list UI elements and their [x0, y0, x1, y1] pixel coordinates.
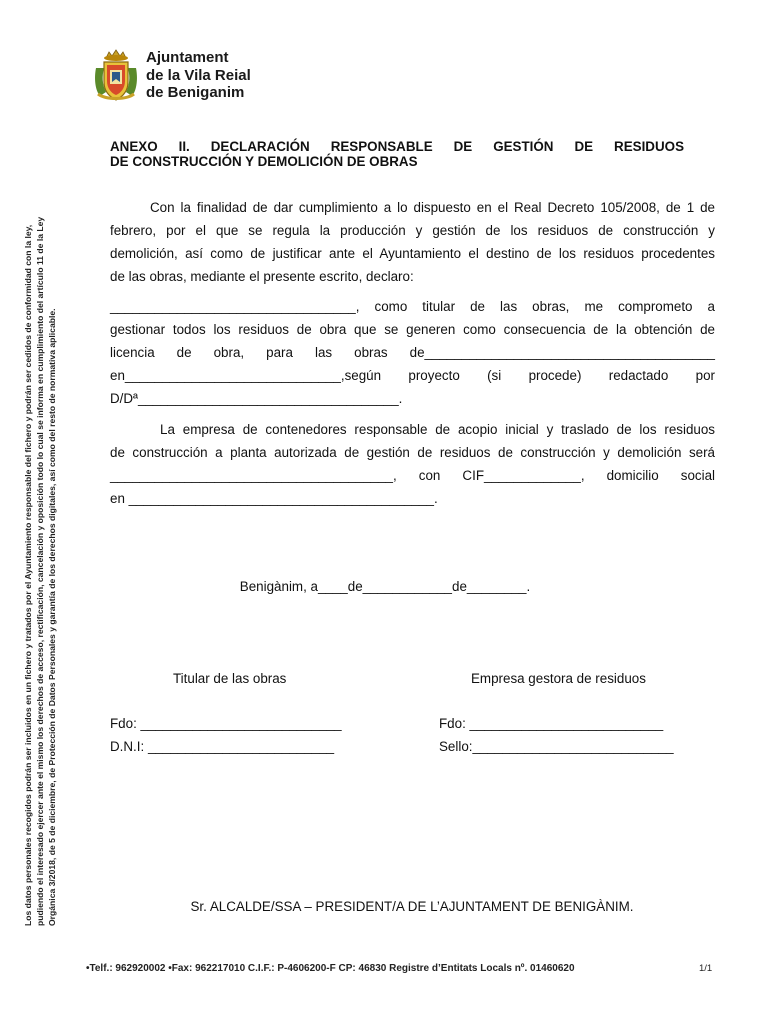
place-date-line: Benigànim, a____de____________de________. [239, 579, 531, 594]
org-line-1: Ajuntament [146, 49, 229, 66]
org-line-2: de la Vila Reial [146, 66, 251, 84]
paragraph-line: gestionar todos los residuos de obra que se generen como consecuencia de la obtención de [110, 322, 715, 337]
addressee: Sr. ALCALDE/SSA – PRESIDENT/A DE L’AJUNTAMENT DE BENIGÀNIM. [190, 899, 634, 914]
data-protection-notice [22, 120, 58, 926]
notice-line-1: Los datos personales recogidos podrán ser incluidos en un fichero y tratados por el Ayuntamiento responsable del fichero y podrán ser cedidos de conformidad con la ley, [23, 224, 33, 926]
title-line-2: DE CONSTRUCCIÓN Y DEMOLICIÓN DE OBRAS [110, 154, 418, 169]
paragraph-line: de construcción a planta autorizada de gestión de residuos de construcción y demolición será [110, 445, 715, 460]
paragraph-line: febrero, por el que se regula la producción y gestión de los residuos de construcción y [110, 223, 715, 238]
company-stamp-field: Sello:___________________________ [439, 739, 674, 754]
coat-of-arms-icon [92, 48, 140, 102]
paragraph-line: ______________________________________, con CIF_____________, domicilio social [110, 468, 715, 483]
paragraph-line: D/Dª___________________________________. [110, 391, 403, 406]
paragraph-line: demolición, así como de justificar ante el Ayuntamiento el destino de los residuos procedentes [110, 246, 715, 261]
paragraph-line: en _________________________________________. [110, 491, 438, 506]
paragraph-line: en_____________________________,según proyecto (si procede) redactado por [110, 368, 715, 383]
paragraph-line: Con la finalidad de dar cumplimiento a lo dispuesto en el Real Decreto 105/2008, de 1 de [150, 200, 715, 215]
title-line-1: ANEXO II. DECLARACIÓN RESPONSABLE DE GESTIÓN DE RESIDUOS [110, 139, 684, 154]
container-company-paragraph [110, 418, 715, 510]
notice-line-2: pudiendo el interesado ejercer ante el mismo los derechos de acceso, rectificación, cancelación y oposición todo lo cual se informa en cumplimiento del artículo 11 de la Ley [35, 216, 45, 926]
paragraph-line: La empresa de contenedores responsable de acopio inicial y traslado de los residuos [160, 422, 715, 437]
org-line-3: de Beniganim [146, 84, 245, 101]
commitment-paragraph [110, 295, 715, 410]
page-number: 1/1 [699, 963, 713, 974]
document-title [110, 139, 684, 169]
signature-heading-owner: Titular de las obras [173, 671, 287, 686]
signature-heading-company: Empresa gestora de residuos [471, 671, 646, 686]
organization-name [146, 49, 251, 102]
paragraph-line: _________________________________, como titular de las obras, me comprometo a [110, 299, 715, 314]
owner-dni-field: D.N.I: _________________________ [110, 739, 335, 754]
notice-line-3: Orgánica 3/2018, de 5 de diciembre, de Protección de Datos Personales y garantía de los derechos digitales, así como del resto de normativa aplicable. [47, 308, 57, 926]
owner-signature-field: Fdo: ___________________________ [110, 716, 342, 731]
company-signature-field: Fdo: __________________________ [439, 716, 664, 731]
paragraph-line: de las obras, mediante el presente escrito, declaro: [110, 269, 414, 284]
footer-contact: •Telf.: 962920002 •Fax: 962217010 C.I.F.: P-4606200-F CP: 46830 Registre d’Entitats Locals nº. 01460620 [86, 963, 575, 974]
intro-paragraph [110, 196, 715, 288]
paragraph-line: licencia de obra, para las obras de_______________________________________ [110, 345, 715, 360]
